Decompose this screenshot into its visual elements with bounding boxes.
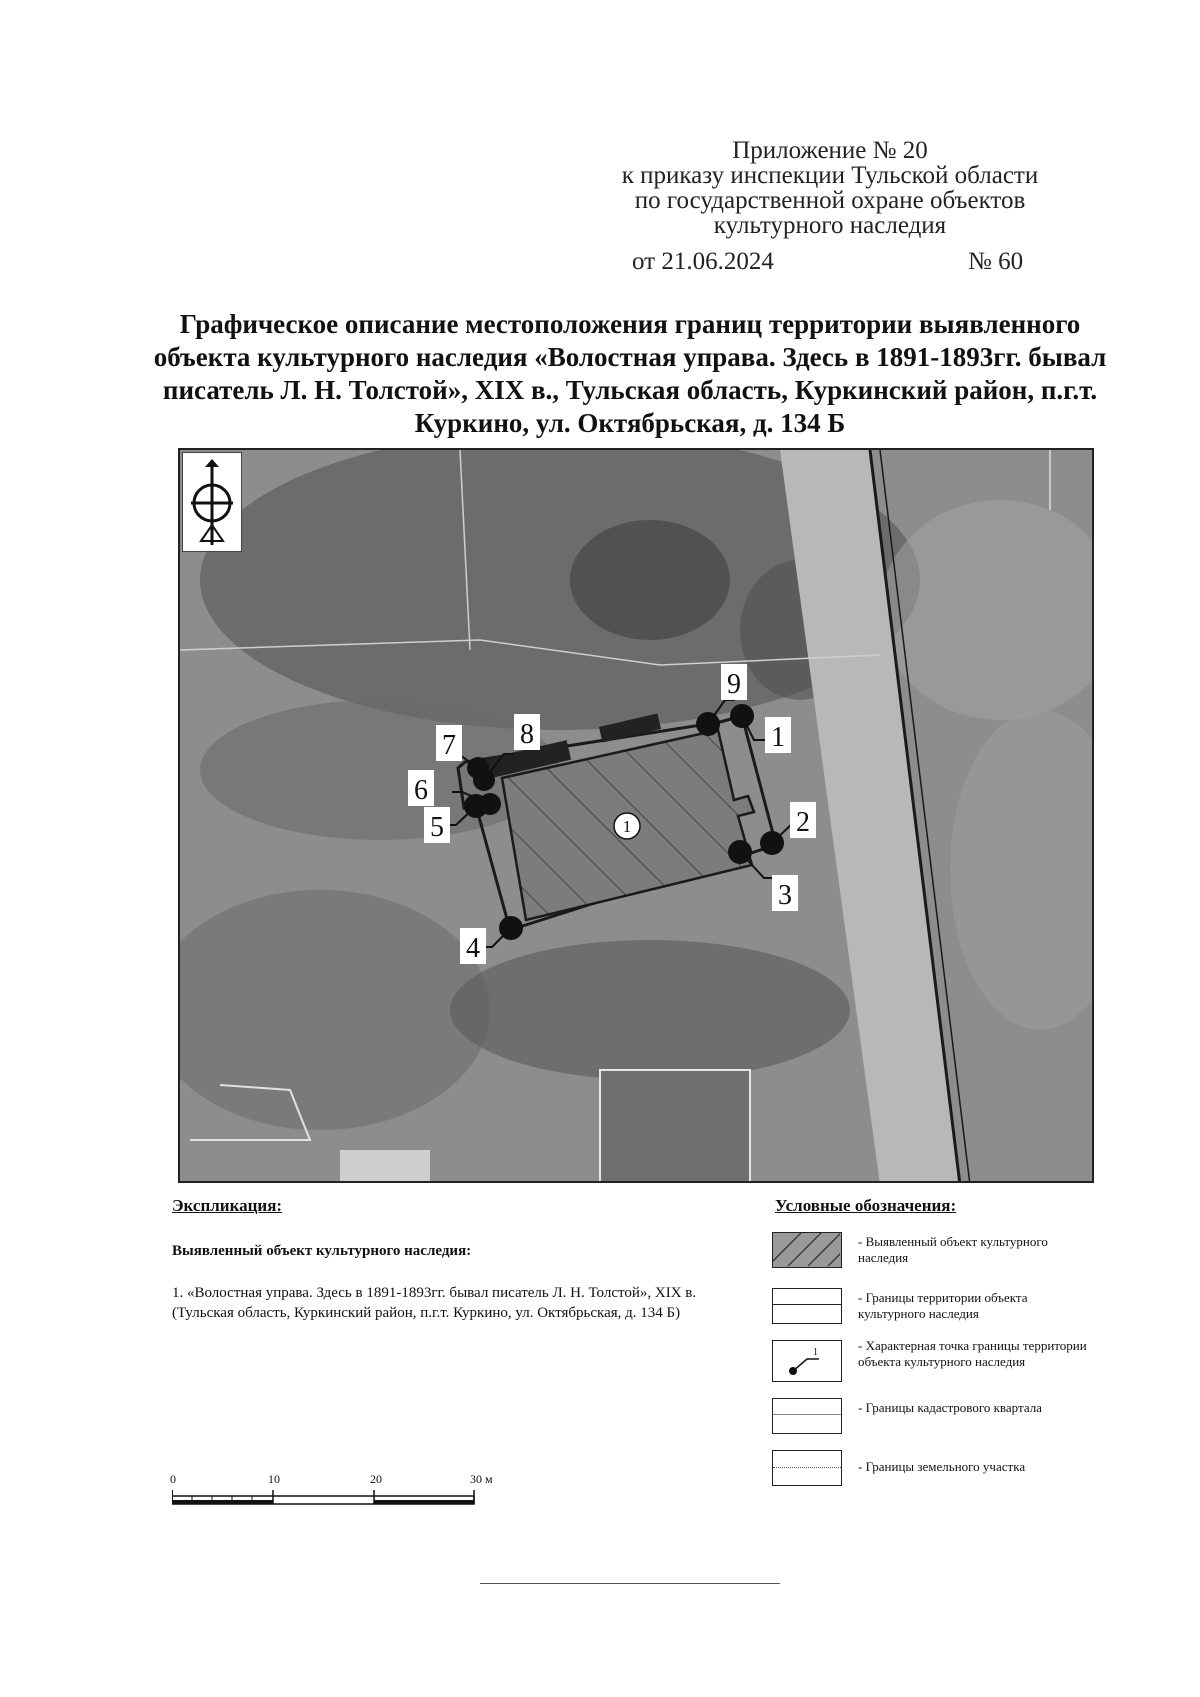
- point-label-9: 9: [727, 669, 741, 700]
- legend-item-cadastral: - Границы кадастрового квартала: [858, 1400, 1042, 1415]
- map-image: [178, 448, 1094, 1183]
- order-number: № 60: [968, 248, 1024, 275]
- point-label-8: 8: [520, 719, 534, 750]
- legend-item-point: - Характерная точка границы территории объекта культурного наследия: [858, 1338, 1087, 1369]
- point-label-2: 2: [796, 807, 810, 838]
- appendix-number: Приложение № 20: [732, 137, 928, 164]
- appendix-order-line-3: культурного наследия: [713, 212, 947, 239]
- legend-swatch-land-plot: [772, 1450, 842, 1486]
- legend-swatch-heritage: [772, 1232, 842, 1268]
- scale-label-20: 20: [370, 1472, 382, 1486]
- legend-swatch-territory: [772, 1288, 842, 1324]
- explication-subheading: Выявленный объект культурного наследия:: [172, 1243, 472, 1259]
- scale-label-10: 10: [268, 1472, 280, 1486]
- point-label-6: 6: [414, 775, 428, 806]
- scale-bar: [172, 1490, 482, 1511]
- explication-heading: Экспликация:: [172, 1196, 283, 1215]
- legend-item-land-plot: - Границы земельного участка: [858, 1459, 1026, 1474]
- legend-point-number: 1: [813, 1347, 818, 1358]
- legend-heading: Условные обозначения:: [775, 1196, 957, 1215]
- scale-label-0: 0: [170, 1472, 176, 1486]
- legend-item-heritage: - Выявленный объект культурного наследия: [858, 1234, 1048, 1265]
- scale-label-30: 30 м: [470, 1472, 493, 1486]
- legend-swatch-cadastral: [772, 1398, 842, 1434]
- object-label: 1: [622, 817, 632, 836]
- legend-item-territory: - Границы территории объекта культурного наследия: [858, 1290, 1028, 1321]
- explication-item: 1. «Волостная управа. Здесь в 1891-1893гг. бывал писатель Л. Н. Толстой», XIX в. (Тульская область, Куркинский район, п.г.т. Куркино, ул. Октябрьская, д. 134 Б): [172, 1285, 697, 1321]
- appendix-header: [560, 138, 1100, 238]
- document-title: Графическое описание местоположения границ территории выявленного объекта культурного наследия «Волостная управа. Здесь в 1891-1893гг. бывал писатель Л. Н. Толстой», XIX в., Тульская область, Куркинский район, п.г.т. Куркино, ул. Октябрьская, д. 134 Б: [153, 309, 1107, 438]
- appendix-order-line: к приказу инспекции Тульской области: [621, 162, 1039, 189]
- north-arrow-icon: [182, 452, 242, 552]
- point-label-7: 7: [442, 730, 456, 761]
- appendix-order-line-2: по государственной охране объектов: [634, 187, 1026, 214]
- point-label-1: 1: [771, 722, 785, 753]
- satellite-map: [180, 450, 1094, 1183]
- legend-swatch-point: [772, 1340, 842, 1382]
- order-date: от 21.06.2024: [632, 248, 774, 275]
- point-label-5: 5: [430, 812, 444, 843]
- point-label-4: 4: [466, 933, 480, 964]
- point-label-3: 3: [778, 880, 792, 911]
- footer-divider: [480, 1583, 780, 1584]
